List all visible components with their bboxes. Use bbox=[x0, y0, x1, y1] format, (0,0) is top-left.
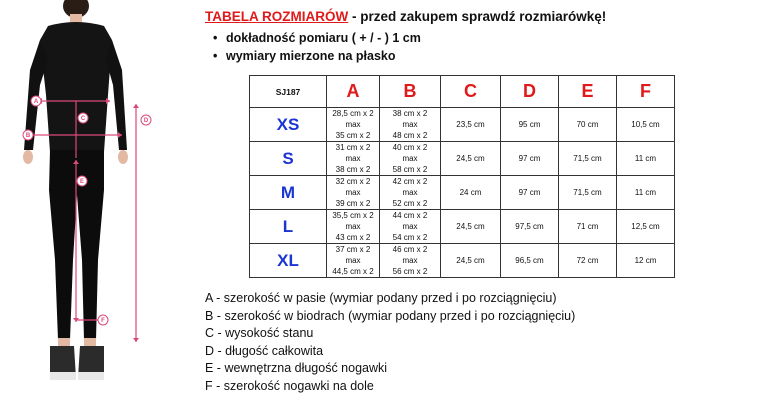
size-label: S bbox=[250, 142, 327, 176]
size-chart-title: TABELA ROZMIARÓW bbox=[205, 9, 349, 24]
cell-a bbox=[327, 244, 380, 278]
cell-a-line: 32 cm x 2 bbox=[335, 177, 371, 186]
cell-a bbox=[327, 142, 380, 176]
cell-d: 97 cm bbox=[501, 176, 559, 210]
marker-d-label: D bbox=[143, 118, 149, 124]
cell-b-line: 48 cm x 2 bbox=[392, 131, 428, 140]
size-chart-subtitle: - przed zakupem sprawdź rozmiarówkę! bbox=[348, 9, 607, 24]
size-label: L bbox=[250, 210, 327, 244]
cell-b bbox=[380, 142, 441, 176]
cell-b-line: 46 cm x 2 bbox=[392, 245, 428, 254]
cell-d: 95 cm bbox=[501, 108, 559, 142]
col-header-c: C bbox=[441, 76, 501, 108]
size-label: M bbox=[250, 176, 327, 210]
note-accuracy: • dokładność pomiaru ( + / - ) 1 cm bbox=[213, 29, 421, 47]
note-flat-measure: • wymiary mierzone na płasko bbox=[213, 47, 421, 65]
legend-item-d: D - długość całkowita bbox=[205, 343, 324, 358]
cell-b bbox=[380, 176, 441, 210]
marker-b-label: B bbox=[25, 133, 31, 139]
cell-a bbox=[327, 176, 380, 210]
legend-item-f: F - szerokość nogawki na dole bbox=[205, 378, 374, 393]
legend-item-e: E - wewnętrzna długość nogawki bbox=[205, 361, 388, 375]
col-header-b: B bbox=[380, 76, 441, 108]
col-header-e: E bbox=[559, 76, 617, 108]
cell-b-line: 42 cm x 2 bbox=[392, 177, 428, 186]
cell-d: 97 cm bbox=[501, 142, 559, 176]
cell-b-line: max bbox=[402, 222, 418, 231]
size-table-body bbox=[250, 108, 675, 278]
cell-b-line: max bbox=[402, 120, 418, 129]
cell-a-line: 37 cm x 2 bbox=[335, 245, 371, 254]
cell-e: 70 cm bbox=[559, 108, 617, 142]
cell-c: 24,5 cm bbox=[441, 210, 501, 244]
cell-d: 96,5 cm bbox=[501, 244, 559, 278]
cell-c: 24 cm bbox=[441, 176, 501, 210]
cell-a-line: max bbox=[345, 222, 361, 231]
cell-a-line: 28,5 cm x 2 bbox=[332, 109, 374, 118]
cell-a-line: 43 cm x 2 bbox=[335, 233, 371, 242]
cell-c: 24,5 cm bbox=[441, 244, 501, 278]
model-figure bbox=[0, 0, 180, 411]
cell-a-line: max bbox=[345, 120, 361, 129]
table-header-row bbox=[250, 76, 675, 108]
cell-a bbox=[327, 210, 380, 244]
cell-b-line: 54 cm x 2 bbox=[392, 233, 428, 242]
col-header-f: F bbox=[617, 76, 675, 108]
size-label: XS bbox=[250, 108, 327, 142]
cell-f: 12 cm bbox=[617, 244, 675, 278]
size-table bbox=[249, 75, 675, 278]
cell-f: 12,5 cm bbox=[617, 210, 675, 244]
cell-e: 71,5 cm bbox=[559, 142, 617, 176]
cell-e: 72 cm bbox=[559, 244, 617, 278]
cell-a-line: 38 cm x 2 bbox=[335, 165, 371, 174]
measurement-legend bbox=[205, 290, 575, 395]
cell-b-line: 40 cm x 2 bbox=[392, 143, 428, 152]
cell-b bbox=[380, 244, 441, 278]
cell-e: 71,5 cm bbox=[559, 176, 617, 210]
cell-b-line: max bbox=[402, 256, 418, 265]
cell-a-line: max bbox=[345, 188, 361, 197]
cell-c: 23,5 cm bbox=[441, 108, 501, 142]
cell-a-line: max bbox=[345, 154, 361, 163]
cell-b bbox=[380, 108, 441, 142]
cell-b-line: 58 cm x 2 bbox=[392, 165, 428, 174]
cell-d: 97,5 cm bbox=[501, 210, 559, 244]
cell-b-line: 52 cm x 2 bbox=[392, 199, 428, 208]
marker-f-label: F bbox=[101, 318, 105, 324]
col-header-a: A bbox=[327, 76, 380, 108]
legend-item-b: B - szerokość w biodrach (wymiar podany przed i po rozciągnięciu) bbox=[205, 308, 576, 323]
size-label: XL bbox=[250, 244, 327, 278]
cell-a bbox=[327, 108, 380, 142]
marker-e-label: E bbox=[79, 179, 85, 185]
cell-a-line: 39 cm x 2 bbox=[335, 199, 371, 208]
legend-item-a: A - szerokość w pasie (wymiar podany przed i po rozciągnięciu) bbox=[205, 291, 557, 305]
table-row bbox=[250, 210, 675, 244]
cell-a-line: 35 cm x 2 bbox=[335, 131, 371, 140]
legend-item-c: C - wysokość stanu bbox=[205, 326, 314, 340]
cell-b-line: max bbox=[402, 188, 418, 197]
model-illustration bbox=[0, 0, 180, 411]
table-row bbox=[250, 108, 675, 142]
table-row bbox=[250, 244, 675, 278]
cell-f: 11 cm bbox=[617, 176, 675, 210]
marker-c-label: C bbox=[80, 116, 86, 122]
cell-b-line: 38 cm x 2 bbox=[392, 109, 428, 118]
cell-b-line: max bbox=[402, 154, 418, 163]
page-heading bbox=[205, 9, 606, 24]
cell-a-line: max bbox=[345, 256, 361, 265]
measurement-notes bbox=[213, 29, 421, 65]
cell-f: 10,5 cm bbox=[617, 108, 675, 142]
cell-a-line: 44,5 cm x 2 bbox=[332, 267, 374, 276]
cell-b bbox=[380, 210, 441, 244]
marker-a-label: A bbox=[33, 99, 39, 105]
cell-b-line: 56 cm x 2 bbox=[392, 267, 428, 276]
product-code: SJ187 bbox=[250, 76, 327, 108]
cell-c: 24,5 cm bbox=[441, 142, 501, 176]
cell-a-line: 35,5 cm x 2 bbox=[332, 211, 374, 220]
cell-a-line: 31 cm x 2 bbox=[335, 143, 371, 152]
table-row bbox=[250, 176, 675, 210]
col-header-d: D bbox=[501, 76, 559, 108]
cell-e: 71 cm bbox=[559, 210, 617, 244]
cell-f: 11 cm bbox=[617, 142, 675, 176]
table-row bbox=[250, 142, 675, 176]
cell-b-line: 44 cm x 2 bbox=[392, 211, 428, 220]
